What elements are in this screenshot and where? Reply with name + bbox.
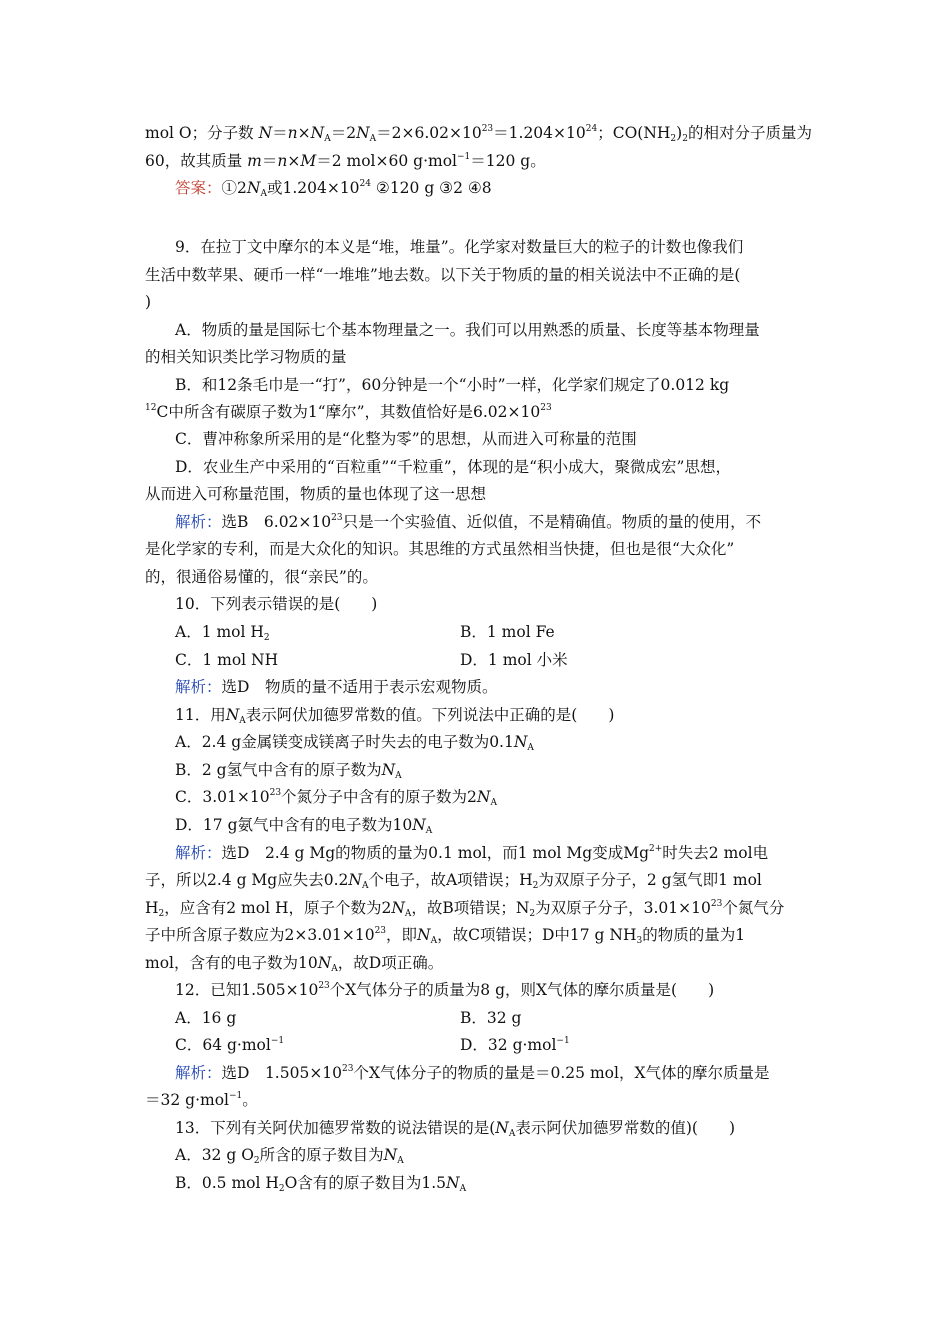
text-line	[145, 123, 812, 143]
line-text: 生活中数苹果、硬币一样“一堆堆”地去数。以下关于物质的量的相关说法中不正确的是(	[145, 266, 741, 284]
text-line	[175, 594, 377, 614]
text-line	[145, 347, 347, 367]
text-line	[175, 980, 714, 1000]
text-line	[175, 320, 760, 340]
text-line	[145, 539, 734, 559]
line-text: 选B $6.02\times 10^{23}$只是一个实验值、近似值，不是精确值。物质的量的使用，不	[221, 513, 762, 531]
text-line	[175, 732, 534, 752]
line-text: 选D 2.4 g Mg的物质的量为0.1 mol，而1 mol Mg变成$Mg^{2+}$时失去2 mol电	[221, 844, 769, 862]
line-text: C．$3.01\times 10^{23}$个氮分子中含有的原子数为$2N_A$	[175, 788, 497, 808]
line-text: C．1 mol NH	[175, 651, 279, 669]
text-line	[175, 622, 270, 642]
text-line	[175, 1145, 404, 1165]
line-text: D．农业生产中采用的“百粒重”“千粒重”，体现的是“积小成大，聚微成宏”思想，	[175, 458, 731, 476]
line-text: 选D $1.505\times 10^{23}$个X气体分子的物质的量是＝0.25 mol，X气体的摩尔质量是	[221, 1064, 770, 1082]
line-text: 子，所以2.4 g Mg应失去$0.2N_A$个电子，故A项错误；$H_2$为双原子分子，2 g氢气即1 mol	[145, 871, 762, 891]
line-text: $H_2$，应含有2 mol H，原子个数为$2N_A$，故B项错误；$N_2$为双原子分子，$3.01\times 10^{23}$个氮气分	[145, 899, 785, 919]
text-line	[145, 402, 552, 422]
line-text: ＝32 g·mol$^{-1}$。	[145, 1091, 258, 1109]
text-line	[145, 292, 151, 312]
line-text: 11．用$N_A$表示阿伏加德罗常数的值。下列说法中正确的是( )	[175, 706, 615, 726]
line-text: B．和12条毛巾是一“打”，60分钟是一个“小时”一样，化学家们规定了0.012 kg	[175, 376, 730, 394]
line-text: )	[145, 293, 152, 311]
line-text: B．32 g	[460, 1009, 522, 1027]
line-text: D．1 mol 小米	[460, 651, 568, 669]
line-text: A．2.4 g金属镁变成镁离子时失去的电子数为$0.1N_A$	[175, 733, 534, 753]
line-text: C．64 g·mol$^{-1}$	[175, 1036, 285, 1054]
text-line	[175, 237, 743, 257]
text-line	[145, 151, 546, 171]
text-line	[175, 760, 402, 780]
answer-label: 答案：	[175, 179, 222, 197]
analysis-line	[175, 512, 761, 532]
text-line	[175, 705, 614, 725]
text-line	[175, 429, 637, 449]
line-text: 是化学家的专利，而是大众化的知识。其思维的方式虽然相当快捷，但也是很“大众化”	[145, 540, 735, 558]
analysis-label: 解析：	[175, 844, 222, 862]
text-line	[175, 1173, 466, 1193]
line-text: A．物质的量是国际七个基本物理量之一。我们可以用熟悉的质量、长度等基本物理量	[175, 321, 760, 339]
text-line	[145, 484, 486, 504]
line-text: A．1 mol $H_2$	[175, 623, 270, 643]
line-text: B．2 g氢气中含有的原子数为$N_A$	[175, 761, 402, 781]
line-text: $^{12}$C中所含有碳原子数为1“摩尔”，其数值恰好是$6.02\times 10^{23}$	[145, 403, 552, 421]
analysis-line	[175, 677, 497, 697]
text-line	[175, 457, 731, 477]
line-text: 13．下列有关阿伏加德罗常数的说法错误的是($N_A$表示阿伏加德罗常数的值)( )	[175, 1119, 735, 1139]
text-line	[460, 1035, 570, 1055]
analysis-label: 解析：	[175, 678, 222, 696]
line-text: 子中所含原子数应为$2\times 3.01\times 10^{23}$，即$N_A$，故C项错误；D中17 g $NH_3$的物质的量为1	[145, 926, 746, 946]
text-line	[175, 1118, 735, 1138]
line-text: B．1 mol Fe	[460, 623, 555, 641]
line-text: $①2N_A$或$1.204\times 10^{24}$ ②120 g ③2 ④8	[221, 179, 492, 199]
text-line	[145, 567, 378, 587]
line-text: 60，故其质量 m＝n×M＝2 mol×60 g·mol$^{-1}$＝120 g。	[145, 152, 546, 170]
line-text: 的，很通俗易懂的，很“亲民”的。	[145, 568, 378, 586]
line-text: B．0.5 mol $H_2O$含有的原子数目为$1.5N_A$	[175, 1174, 467, 1194]
text-line	[145, 898, 784, 918]
text-line	[175, 787, 497, 807]
text-line	[460, 1008, 521, 1028]
line-text: D．32 g·mol$^{-1}$	[460, 1036, 570, 1054]
analysis-line	[175, 1063, 769, 1083]
text-line	[460, 650, 568, 670]
text-line	[145, 953, 443, 973]
analysis-label: 解析：	[175, 1064, 222, 1082]
line-text: 9．在拉丁文中摩尔的本义是“堆，堆量”。化学家对数量巨大的粒子的计数也像我们	[175, 238, 744, 256]
text-line	[175, 650, 278, 670]
analysis-label: 解析：	[175, 513, 222, 531]
text-line	[145, 870, 762, 890]
line-text: 的相关知识类比学习物质的量	[145, 348, 347, 366]
text-line	[175, 375, 729, 395]
line-text: mol，含有的电子数为$10N_A$，故D项正确。	[145, 954, 444, 974]
text-line	[145, 1090, 258, 1110]
line-text: 10．下列表示错误的是( )	[175, 595, 378, 613]
text-line	[175, 815, 432, 835]
line-text: 选D 物质的量不适用于表示宏观物质。	[221, 678, 498, 696]
line-text: 从而进入可称量范围，物质的量也体现了这一思想	[145, 485, 487, 503]
analysis-line	[175, 843, 768, 863]
text-line	[145, 925, 745, 945]
line-text: mol O；分子数 $N=n\times N_A=2N_A=2\times 6.02\times 10^{23}=1.204\times 10^{24}$；$CO(NH_2)_2$的相对分子质量为	[145, 124, 812, 144]
text-line	[460, 622, 555, 642]
line-text: A．16 g	[175, 1009, 237, 1027]
answer-line	[175, 178, 492, 198]
text-line	[175, 1008, 236, 1028]
line-text: A．32 g $O_2$所含的原子数目为$N_A$	[175, 1146, 404, 1166]
text-line	[145, 265, 740, 285]
text-line	[175, 1035, 284, 1055]
line-text: C．曹冲称象所采用的是“化整为零”的思想，从而进入可称量的范围	[175, 430, 637, 448]
line-text: D．17 g氨气中含有的电子数为$10N_A$	[175, 816, 433, 836]
line-text: 12．已知$1.505\times 10^{23}$个X气体分子的质量为8 g，则X气体的摩尔质量是( )	[175, 981, 715, 999]
